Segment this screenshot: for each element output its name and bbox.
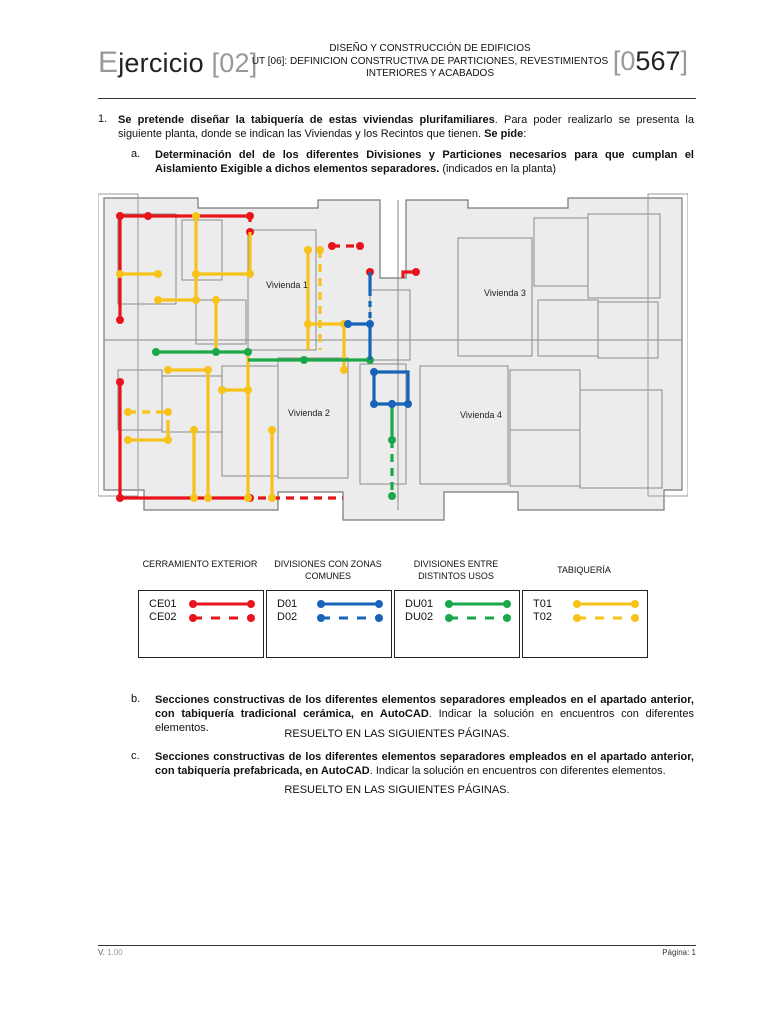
header-divider bbox=[98, 98, 696, 99]
unit-name: UT [06]: DEFINICION CONSTRUCTIVA DE PARTICIONES, REVESTIMIENTOS INTERIORES Y ACABADOS bbox=[251, 55, 609, 79]
item1-bold: Se pretende diseñar la tabiquería de estas viviendas plurifamiliares bbox=[118, 114, 495, 126]
item-number: 1. bbox=[98, 113, 108, 125]
legend-swatch-ce bbox=[189, 596, 257, 626]
item-c-text bbox=[155, 750, 694, 778]
legend-title-d: DIVISIONES CON ZONAS COMUNES bbox=[274, 559, 382, 581]
exercise-code bbox=[613, 46, 688, 77]
legend-title-ce: CERRAMIENTO EXTERIOR bbox=[142, 559, 258, 569]
item-a-letter: a. bbox=[131, 148, 141, 160]
title-initial: E bbox=[98, 46, 119, 79]
plan-label-vivienda-1: Vivienda 1 bbox=[266, 280, 308, 290]
floor-plan bbox=[98, 190, 688, 530]
plan-label-vivienda-4: Vivienda 4 bbox=[460, 410, 502, 420]
resolved-note-b: RESUELTO EN LAS SIGUIENTES PÁGINAS. bbox=[284, 728, 510, 740]
footer-version bbox=[98, 948, 123, 957]
legend-box-d bbox=[266, 590, 392, 658]
legend-code-ce01: CE01 bbox=[149, 598, 177, 610]
version-number: 1.00 bbox=[107, 948, 123, 957]
legend-code-d02: D02 bbox=[277, 611, 298, 623]
title-bracket-close: ] bbox=[249, 48, 258, 78]
item1-text bbox=[118, 113, 694, 141]
code-bracket-close: ] bbox=[680, 46, 688, 76]
legend-box-ce bbox=[138, 590, 264, 658]
item-a-text bbox=[155, 148, 694, 176]
item-b-plain: . Indicar la solución en encuentros con diferentes elementos. bbox=[155, 708, 694, 734]
plan-label-vivienda-3: Vivienda 3 bbox=[484, 288, 526, 298]
item-c-letter: c. bbox=[131, 750, 140, 762]
title-word: jercicio bbox=[118, 48, 204, 78]
legend-title-du: DIVISIONES ENTRE DISTINTOS USOS bbox=[413, 559, 499, 581]
item-c-bold: Secciones constructivas de los diferentes elementos separadores empleados en el apartado anterior, con tabiquería prefabricada, en AutoCAD bbox=[155, 751, 694, 777]
code-digits: 567 bbox=[635, 46, 681, 76]
item1-plain: . Para poder realizarlo se presenta la siguiente planta, donde se indican las Viviendas y los Recintos que tienen. bbox=[118, 114, 694, 140]
subject-name: DISEÑO Y CONSTRUCCIÓN DE EDIFICIOS bbox=[329, 43, 531, 54]
legend-code-du01: DU01 bbox=[405, 598, 434, 610]
item-a-plain: (indicados en la planta) bbox=[439, 163, 557, 175]
legend-box-t bbox=[522, 590, 648, 658]
legend-swatch-t bbox=[573, 596, 641, 626]
item-c-plain: . Indicar la solución en encuentros con diferentes elementos. bbox=[369, 765, 666, 777]
exercise-number: 02 bbox=[219, 48, 250, 78]
item1-bold2: Se pide bbox=[484, 128, 524, 140]
title-bracket-open: [ bbox=[211, 48, 220, 78]
footer-divider bbox=[98, 945, 696, 946]
legend-code-d01: D01 bbox=[277, 598, 298, 610]
legend-code-du02: DU02 bbox=[405, 611, 434, 623]
legend-code-t02: T02 bbox=[533, 611, 552, 623]
code-first-digit: 0 bbox=[620, 46, 636, 76]
item1-plain2: : bbox=[523, 128, 527, 140]
item-b-bold: Secciones constructivas de los diferentes elementos separadores empleados en el apartado anterior, con tabiquería tradicional cerámica, en AutoCAD bbox=[155, 694, 694, 720]
legend-swatch-du bbox=[445, 596, 513, 626]
plan-label-vivienda-2: Vivienda 2 bbox=[288, 408, 330, 418]
version-label: V. bbox=[98, 948, 105, 957]
code-bracket-open: [ bbox=[612, 46, 621, 76]
header-subject-block bbox=[250, 43, 610, 81]
legend-swatch-d bbox=[317, 596, 385, 626]
resolved-note-c: RESUELTO EN LAS SIGUIENTES PÁGINAS. bbox=[284, 784, 510, 796]
footer-page-number: Página: 1 bbox=[662, 948, 696, 957]
item-b-letter: b. bbox=[131, 693, 141, 705]
exercise-title bbox=[98, 46, 257, 80]
legend-code-t01: T01 bbox=[533, 598, 552, 610]
legend-code-ce02: CE02 bbox=[149, 611, 177, 623]
legend-box-du bbox=[394, 590, 520, 658]
legend-title-t: TABIQUERÍA bbox=[557, 565, 611, 575]
item-a-bold: Determinación del de los diferentes Divisiones y Particiones necesarios para que cumplan el Aislamiento Exigible a dichos elementos separadores. bbox=[155, 149, 694, 175]
